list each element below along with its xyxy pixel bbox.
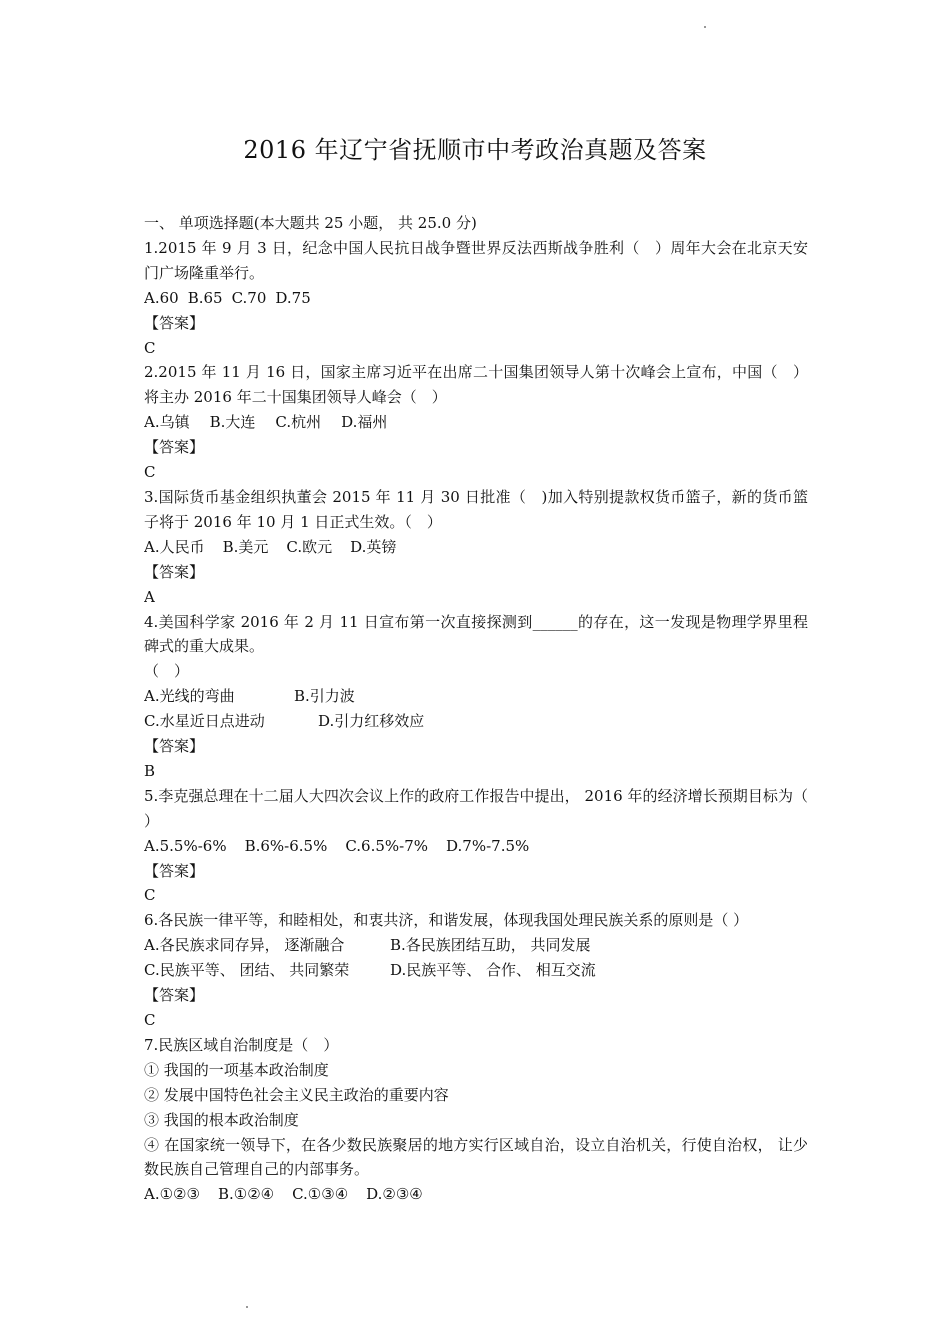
option-a: A.光线的弯曲 <box>144 687 235 706</box>
question-7-item-2: ② 发展中国特色社会主义民主政治的重要内容 <box>144 1085 449 1104</box>
option-b: B.美元 <box>222 537 269 556</box>
question-4-options-row-1 <box>144 684 808 709</box>
option-b: B.各民族团结互助， 共同发展 <box>390 936 591 955</box>
option-a: A.乌镇 <box>144 413 190 432</box>
answer-label: 【答案】 <box>144 562 205 581</box>
question-2-stem: 2.2015 年 11 月 16 日，国家主席习近平在出席二十国集团领导人第十次峰会上宣布，中国（ ）将主办 2016 年二十国集团领导人峰会（ ） <box>144 363 808 407</box>
answer-label: 【答案】 <box>144 986 205 1005</box>
question-2-options <box>144 410 808 435</box>
answer-label: 【答案】 <box>144 313 205 332</box>
option-c: C.①③④ <box>292 1185 349 1204</box>
option-d: D.7%-7.5% <box>446 836 530 855</box>
option-a: A.人民币 <box>144 537 205 556</box>
question-3-options <box>144 535 808 560</box>
question-6-answer: C <box>144 1011 156 1029</box>
answer-label: 【答案】 <box>144 737 205 756</box>
option-c: C.70 <box>231 288 267 307</box>
question-4-stem-bracket: （ ） <box>144 662 190 681</box>
question-7-stem: 7.民族区域自治制度是（ ） <box>144 1035 339 1054</box>
option-b: B.6%-6.5% <box>244 836 328 855</box>
question-6-options-row-1 <box>144 933 808 958</box>
option-a: A.①②③ <box>144 1185 200 1204</box>
answer-label: 【答案】 <box>144 861 205 880</box>
question-1-stem: 1.2015 年 9 月 3 日，纪念中国人民抗日战争暨世界反法西斯战争胜利（ ）周年大会在北京天安门广场隆重举行。 <box>144 238 808 282</box>
page-mark-dot <box>704 26 706 28</box>
question-7-item-3: ③ 我国的根本政治制度 <box>144 1110 299 1129</box>
question-3-stem: 3.国际货币基金组织执董会 2015 年 11 月 30 日批准（ )加入特别提款权货币篮子，新的货币篮子将于 2016 年 10 月 1 日正式生效。（ ） <box>144 487 808 531</box>
option-c: C.杭州 <box>275 413 322 432</box>
question-7-options <box>144 1182 808 1207</box>
question-4-stem: 4.美国科学家 2016 年 2 月 11 日宣布第一次直接探测到______的存在，这一发现是物理学界里程碑式的重大成果。 <box>144 612 808 656</box>
question-5-answer: C <box>144 886 156 905</box>
option-c: C.欧元 <box>286 537 333 556</box>
question-7-item-4: ④ 在国家统一领导下，在各少数民族聚居的地方实行区域自治，设立自治机关，行使自治权， 让少数民族自己管理自己的内部事务。 <box>144 1135 808 1179</box>
page-title: 2016 年辽宁省抚顺市中考政治真题及答案 <box>243 136 707 164</box>
question-1-options <box>144 286 808 311</box>
question-6-stem: 6.各民族一律平等，和睦相处，和衷共济，和谐发展，体现我国处理民族关系的原则是（ ） <box>144 911 749 930</box>
option-b: B.65 <box>187 288 223 307</box>
option-d: D.英镑 <box>350 537 397 556</box>
option-a: A.5.5%-6% <box>144 836 227 855</box>
option-a: A.60 <box>144 288 179 307</box>
option-a: A.各民族求同存异， 逐渐融合 <box>144 936 345 955</box>
option-d: D.引力红移效应 <box>318 712 425 731</box>
question-5-options <box>144 834 808 859</box>
question-5-stem: 5.李克强总理在十二届人大四次会议上作的政府工作报告中提出， 2016 年的经济增长预期目标为（ ） <box>144 786 808 830</box>
question-7-item-1: ① 我国的一项基本政治制度 <box>144 1060 329 1079</box>
option-b: B.引力波 <box>294 687 355 706</box>
answer-label: 【答案】 <box>144 438 205 457</box>
option-b: B.大连 <box>209 413 256 432</box>
question-2-answer: C <box>144 463 156 482</box>
question-1-answer: C <box>144 338 156 357</box>
option-d: D.②③④ <box>366 1185 423 1204</box>
option-c: C.民族平等、 团结、 共同繁荣 <box>144 961 350 980</box>
question-6-options-row-2 <box>144 958 808 983</box>
option-c: C.水星近日点进动 <box>144 712 265 731</box>
option-d: D.75 <box>275 288 311 307</box>
question-list <box>144 211 808 1207</box>
page-mark-dot <box>246 1306 248 1308</box>
option-d: D.民族平等、 合作、 相互交流 <box>390 961 596 980</box>
question-4-answer: B <box>144 761 156 780</box>
option-c: C.6.5%-7% <box>345 836 429 855</box>
question-3-answer: A <box>144 587 155 606</box>
question-4-options-row-2 <box>144 709 808 734</box>
option-b: B.①②④ <box>217 1185 275 1204</box>
section-heading: 一、 单项选择题(本大题共 25 小题， 共 25.0 分) <box>144 214 477 232</box>
option-d: D.福州 <box>341 413 388 432</box>
